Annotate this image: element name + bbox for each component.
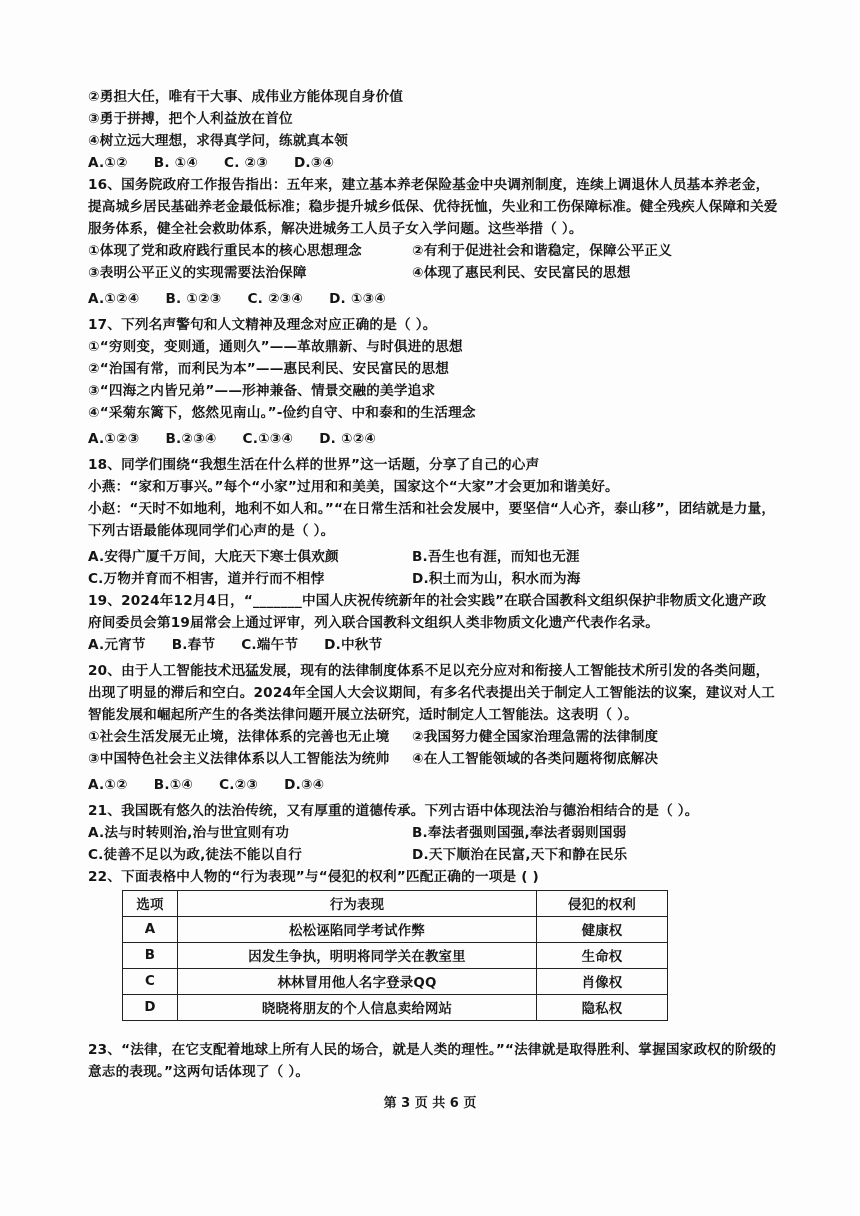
q17-option-d: D. ①②④ — [319, 431, 377, 447]
table-cell: 生命权 — [537, 943, 668, 969]
q15-statement-4: ④树立远大理想，求得真学问，练就真本领 — [88, 133, 348, 149]
q16-option-c: C. ②③④ — [247, 291, 304, 307]
q15-option-c: C. ②③ — [224, 155, 268, 171]
table-cell: B — [123, 943, 178, 969]
page-footer: 第 3 页 共 6 页 — [383, 1096, 477, 1111]
q20-statements — [88, 726, 778, 770]
q16-options — [88, 288, 778, 310]
q18-options — [88, 546, 778, 590]
q20-statement-1: ①社会生活发展无止境，法律体系的完善也无止境 — [88, 729, 390, 745]
q23-stem: 23、“法律，在它支配着地球上所有人民的场合，就是人类的理性。”“法律就是取得胜利、掌握国家政权的阶级的意志的表现。”这两句话体现了（ ）。 — [88, 1042, 777, 1080]
q17-option-c: C.①③④ — [242, 431, 294, 447]
q17-options — [88, 428, 778, 450]
q21-option-c: C.徒善不足以为政,徒法不能以自行 — [88, 847, 303, 863]
q16-statement-3: ③表明公平正义的实现需要法治保障 — [88, 265, 307, 281]
table-cell: 松松诬陷同学考试作弊 — [178, 917, 537, 943]
q17-option-b: B.②③④ — [165, 431, 217, 447]
table-cell: C — [123, 969, 178, 995]
q21-option-b: B.奉法者强则国强,奉法者弱则国弱 — [412, 825, 627, 841]
table-row — [123, 969, 668, 995]
q16-option-b: B. ①②③ — [165, 291, 222, 307]
q16-option-d: D. ①③④ — [329, 291, 386, 307]
q19-stem: 19、2024年12月4日，“_______中国人庆祝传统新年的社会实践”在联合国教科文组织保护非物质文化遗产政府间委员会第19届常会上通过评审，列入联合国教科文组织人类非物质文化遗产代表作名录。 — [88, 593, 767, 631]
q15-options — [88, 152, 778, 174]
q17-statement-3: ③“四海之内皆兄弟”——形神兼备、情景交融的美学追求 — [88, 383, 436, 399]
table-cell: 晓晓将朋友的个人信息卖给网站 — [178, 995, 537, 1021]
table-cell: 健康权 — [537, 917, 668, 943]
q22-table — [122, 890, 668, 1021]
table-cell: 隐私权 — [537, 995, 668, 1021]
table-cell: 肖像权 — [537, 969, 668, 995]
table-row — [123, 943, 668, 969]
q19-option-c: C.端午节 — [241, 637, 299, 653]
table-cell: 因发生争执，明明将同学关在教室里 — [178, 943, 537, 969]
q20-stem: 20、由于人工智能技术迅猛发展，现有的法律制度体系不足以充分应对和衔接人工智能技术所引发的各类问题，出现了明显的滞后和空白。2024年全国人大会议期间，有多名代表提出关于制定人工智能法的议案，建议对人工智能发展和崛起所产生的各类法律问题开展立法研究，适时制定人工智能法。这表明（ ）。 — [88, 663, 775, 723]
q20-option-b: B.①④ — [153, 777, 194, 793]
q18-option-b: B.吾生也有涯，而知也无涯 — [412, 549, 580, 565]
q16-statement-4: ④体现了惠民利民、安民富民的思想 — [412, 265, 631, 281]
q15-option-b: B. ①④ — [153, 155, 199, 171]
q18-option-a: A.安得广厦千万间，大庇天下寒士俱欢颜 — [88, 549, 339, 565]
q21-options — [88, 822, 778, 866]
q19-options — [88, 634, 778, 656]
q19-option-a: A.元宵节 — [88, 637, 146, 653]
q16-stem: 16、国务院政府工作报告指出：五年来，建立基本养老保险基金中央调剂制度，连续上调退休人员基本养老金，提高城乡居民基础养老金最低标准；稳步提升城乡低保、优待抚恤，失业和工伤保障标准。健全残疾人保障和关爱服务体系，健全社会救助体系，解决进城务工人员子女入学问题。这些举措（ ）。 — [88, 177, 778, 237]
q15-option-d: D.③④ — [293, 155, 335, 171]
q17-statement-1: ①“穷则变，变则通，通则久”——革故鼎新、与时俱进的思想 — [88, 339, 463, 355]
q18-option-c: C.万物并育而不相害，道并行而不相悖 — [88, 571, 325, 587]
q19-option-d: D.中秋节 — [324, 637, 383, 653]
table-header-right: 侵犯的权利 — [537, 891, 668, 917]
q20-option-a: A.①② — [88, 777, 128, 793]
q18-paragraph-1: 小燕：“家和万事兴。”每个“小家”过用和和美美，国家这个“大家”才会更加和谐美好。 — [88, 479, 619, 495]
q15-option-a: A.①② — [88, 155, 128, 171]
q17-stem: 17、下列名声警句和人文精神及理念对应正确的是（ ）。 — [88, 317, 437, 333]
q20-statement-3: ③中国特色社会主义法律体系以人工智能法为统帅 — [88, 751, 390, 767]
q18-paragraph-2: 小赵：“天时不如地利，地利不如人和。”“在日常生活和社会发展中，要坚信“人心齐，泰山移”，团结就是力量，下列古语最能体现同学们心声的是（ ）。 — [88, 501, 776, 539]
table-header-option: 选项 — [123, 891, 178, 917]
exam-page — [88, 86, 778, 1083]
q22-stem: 22、下面表格中人物的“行为表现”与“侵犯的权利”匹配正确的一项是 ( ) — [88, 869, 539, 885]
q16-statement-2: ②有利于促进社会和谐稳定，保障公平正义 — [412, 243, 672, 259]
q21-option-d: D.天下顺治在民富,天下和静在民乐 — [412, 847, 628, 863]
q15-statement-3: ③勇于拼搏，把个人利益放在首位 — [88, 111, 293, 127]
q18-option-d: D.积土而为山，积水而为海 — [412, 571, 581, 587]
q18-stem: 18、同学们围绕“我想生活在什么样的世界”这一话题，分享了自己的心声 — [88, 457, 540, 473]
table-header-behavior: 行为表现 — [178, 891, 537, 917]
q17-option-a: A.①②③ — [88, 431, 140, 447]
q21-option-a: A.法与时转则治,治与世宜则有功 — [88, 825, 290, 841]
table-row — [123, 917, 668, 943]
q20-options — [88, 774, 778, 796]
table-cell: D — [123, 995, 178, 1021]
q21-stem: 21、我国既有悠久的法治传统，又有厚重的道德传承。下列古语中体现法治与德治相结合的是（ ）。 — [88, 803, 699, 819]
q20-option-c: C.②③ — [219, 777, 259, 793]
q20-statement-4: ④在人工智能领域的各类问题将彻底解决 — [412, 751, 659, 767]
table-row — [123, 995, 668, 1021]
q15-statement-2: ②勇担大任，唯有干大事、成伟业方能体现自身价值 — [88, 89, 404, 105]
table-header-row — [123, 891, 668, 917]
q19-option-b: B.春节 — [171, 637, 216, 653]
table-cell: 林林冒用他人名字登录QQ — [178, 969, 537, 995]
q16-statements — [88, 240, 778, 284]
q16-statement-1: ①体现了党和政府践行重民本的核心思想理念 — [88, 243, 362, 259]
q17-statement-4: ④“采菊东篱下，悠然见南山。”-俭约自守、中和泰和的生活理念 — [88, 405, 476, 421]
table-cell: A — [123, 917, 178, 943]
q17-statement-2: ②“治国有常，而利民为本”——惠民利民、安民富民的思想 — [88, 361, 450, 377]
q20-statement-2: ②我国努力健全国家治理急需的法律制度 — [412, 729, 659, 745]
q16-option-a: A.①②④ — [88, 291, 140, 307]
q20-option-d: D.③④ — [284, 777, 325, 793]
